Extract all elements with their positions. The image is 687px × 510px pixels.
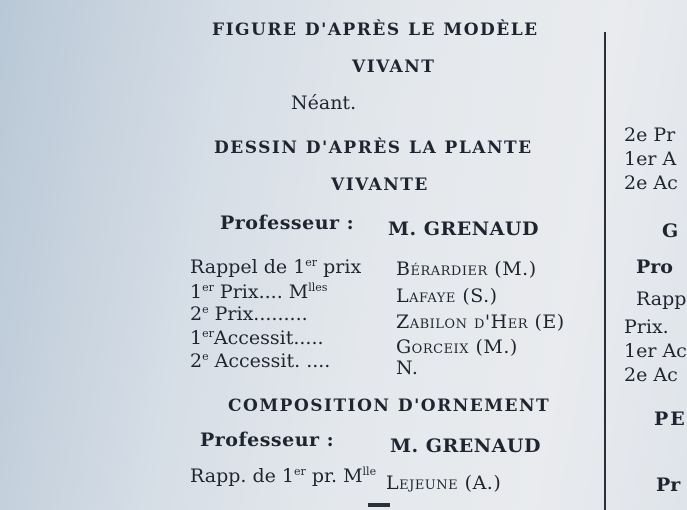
section-title-figure: FIGURE D'APRÈS LE MODÈLE bbox=[212, 20, 539, 40]
award-winner: Zabilon d'Her (E) bbox=[396, 311, 565, 333]
award-winner: Lejeune (A.) bbox=[386, 472, 502, 494]
right-column-fragment: Pr bbox=[656, 474, 681, 496]
professor-label: Professeur : bbox=[200, 429, 335, 451]
award-winner: Lafaye (S.) bbox=[396, 285, 498, 307]
right-column-fragment: 2e Ac bbox=[624, 172, 678, 194]
right-column-fragment: Rapp bbox=[636, 288, 687, 310]
section-title-dessin-line2: VIVANTE bbox=[331, 175, 429, 195]
column-divider bbox=[604, 32, 606, 510]
right-column-fragment: 2e Ac bbox=[624, 364, 678, 386]
professor-name: M. GRENAUD bbox=[388, 218, 539, 240]
award-line: 1er Prix.... $M^{lles}$ bbox=[190, 281, 328, 303]
right-column-fragment: G bbox=[662, 220, 679, 242]
right-column-fragment: 1er Ac bbox=[624, 340, 687, 362]
right-column-fragment: PE bbox=[654, 408, 687, 430]
section-title-dessin: DESSIN D'APRÈS LA PLANTE bbox=[214, 138, 533, 158]
right-column-fragment: Pro bbox=[636, 256, 673, 278]
right-column-fragment: 1er A bbox=[624, 148, 677, 170]
award-winner: N. bbox=[396, 357, 419, 379]
award-line: 1erAccessit..... bbox=[190, 327, 324, 349]
award-winner: Gorceix (M.) bbox=[396, 336, 518, 358]
right-column-fragment: 2e Pr bbox=[624, 124, 676, 146]
right-column-fragment: Prix. bbox=[624, 316, 669, 338]
award-line: Rappel de 1er prix bbox=[190, 256, 362, 278]
award-winner: Bérardier (M.) bbox=[396, 258, 537, 280]
professor-name: M. GRENAUD bbox=[390, 435, 541, 457]
section-title-composition: COMPOSITION D'ORNEMENT bbox=[228, 396, 551, 416]
section-title-figure-line2: VIVANT bbox=[352, 57, 436, 77]
award-line: 2e Accessit. .... bbox=[190, 350, 331, 372]
award-line: Rapp. de 1er pr. $M^{lle}$ bbox=[190, 465, 377, 487]
rule-mark bbox=[368, 503, 390, 507]
professor-label: Professeur : bbox=[220, 212, 355, 234]
section-note: Néant. bbox=[291, 92, 357, 114]
award-line: 2e Prix......... bbox=[190, 303, 308, 325]
